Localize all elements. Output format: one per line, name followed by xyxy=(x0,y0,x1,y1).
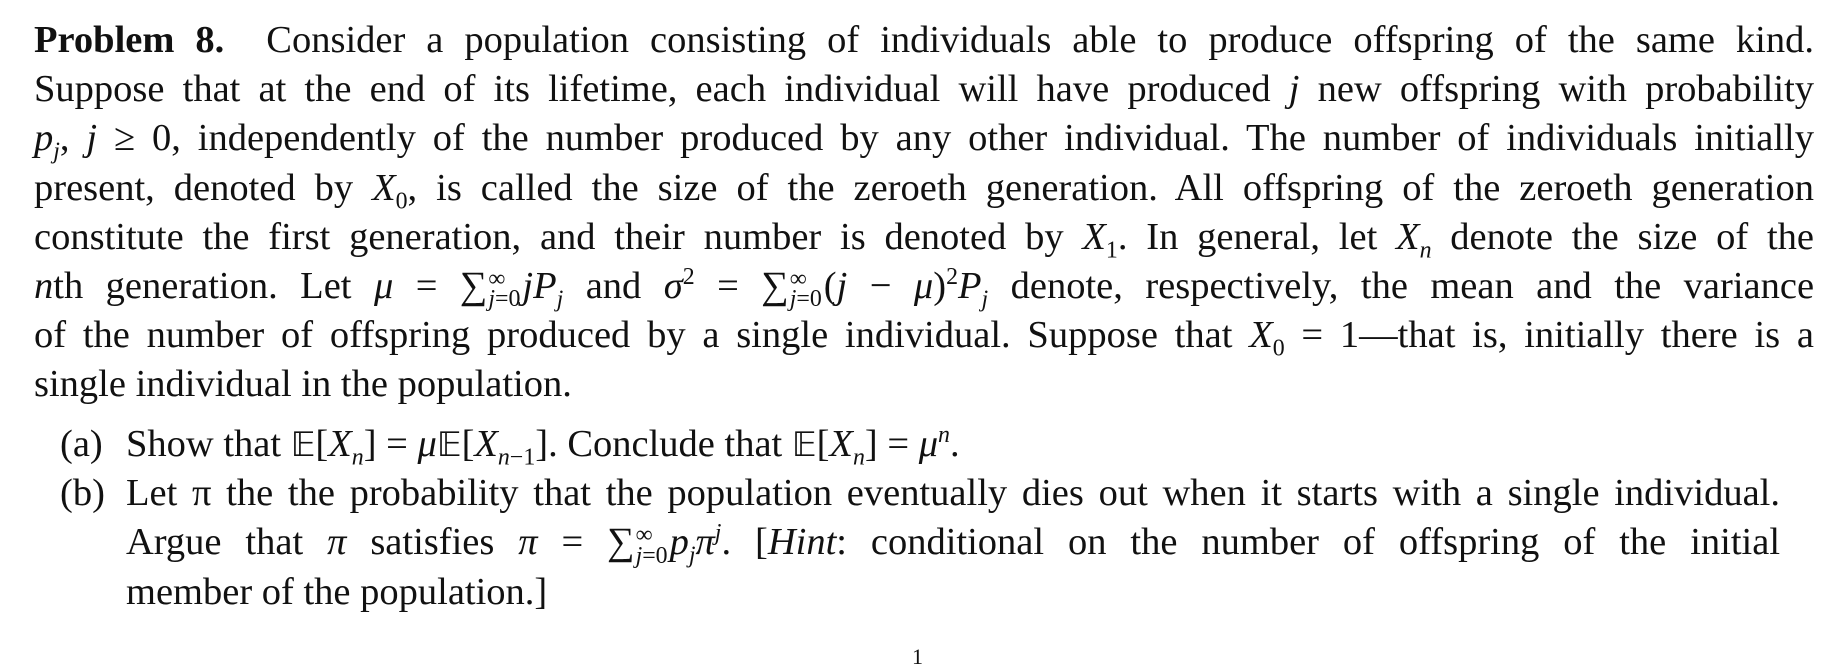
line-3: $p_j$, j ≥ 0, independently of the number produced by any other individual. The number of individuals initially xyxy=(34,117,1814,166)
sum-extinction: ∑ ∞ j=0 xyxy=(607,521,668,569)
part-b-line-3: member of the population.] xyxy=(126,570,548,613)
part-a-label: (a) xyxy=(60,423,103,465)
part-a xyxy=(60,420,1780,469)
parts-list xyxy=(60,420,1780,617)
line-2: Suppose that at the end of its lifetime, each individual will have produced j new offspring with probability xyxy=(34,68,1815,111)
part-b xyxy=(60,469,1780,617)
part-b-line-2: Argue that π satisfies π = ∑ ∞ j=0 $p_j\pi^j$. [Hint: conditional on the number of offspring of the initial xyxy=(126,520,1781,570)
line-4: present, denoted by $X_0$, is called the size of the zeroeth generation. All offspring of the zeroeth generation xyxy=(34,166,1814,215)
problem-statement xyxy=(34,16,1814,410)
sum-variance: ∑ ∞ j=0 xyxy=(761,265,822,313)
sum-mean: ∑ ∞ j=0 xyxy=(459,265,521,313)
problem-paragraph xyxy=(34,16,1814,410)
line-1: Problem 8. Consider a population consisting of individuals able to produce offspring of the same kind. xyxy=(34,19,1815,61)
line-7: of the number of offspring produced by a single individual. Suppose that $X_0$ = 1—that is, initially there is a xyxy=(34,314,1814,362)
line-8: single individual in the population. xyxy=(34,363,572,406)
part-b-label: (b) xyxy=(60,472,105,515)
line-6: nth generation. Let μ = ∑ ∞ j=0 $jP_j$ and $\sigma^2$ = ∑ ∞ j=0 $(j - \mu)^2P_j$ denote, respectively, the mean and the variance xyxy=(34,264,1815,313)
line-5: constitute the first generation, and their number is denoted by $X_1$. In general, let $X_n$ denote the size of the xyxy=(34,215,1815,264)
part-a-line-1: Show that $𝔼[X_n]$ = $\mu 𝔼[X_{n-1}]$. Conclude that $𝔼[X_n] = \mu^n$. xyxy=(126,422,960,471)
part-b-line-1: Let π the the probability that the population eventually dies out when it starts with a single individual. xyxy=(126,472,1780,515)
problem-heading: Problem 8. xyxy=(34,19,225,61)
page-number: 1 xyxy=(912,644,923,669)
